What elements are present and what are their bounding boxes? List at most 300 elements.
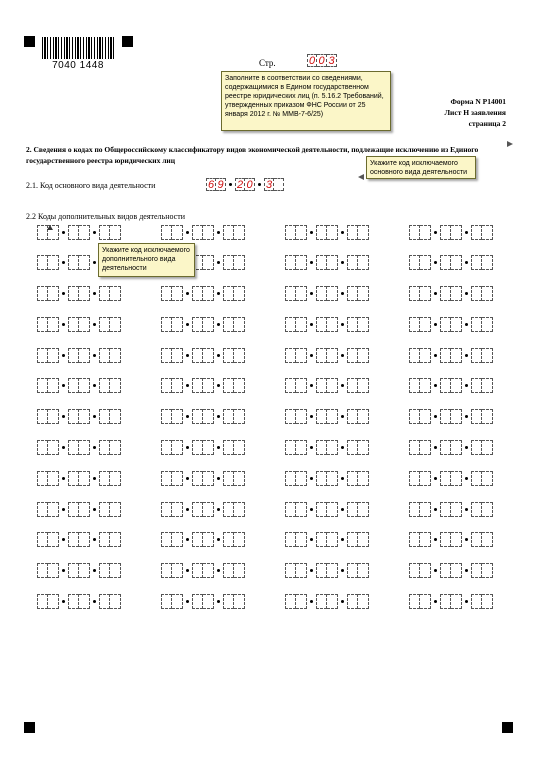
main-code-digit-cell[interactable]: 6	[207, 179, 215, 191]
additional-code-digit-cell[interactable]	[285, 440, 296, 455]
additional-code-digit-cell[interactable]	[358, 378, 369, 393]
additional-code-digit-cell[interactable]	[172, 409, 183, 424]
additional-code-digit-cell[interactable]	[37, 317, 48, 332]
additional-code-digit-cell[interactable]	[482, 255, 493, 270]
additional-code-field[interactable]	[285, 409, 409, 425]
additional-code-digit-cell[interactable]	[296, 255, 307, 270]
additional-code-digit-cell[interactable]	[37, 378, 48, 393]
additional-code-field[interactable]	[37, 501, 161, 517]
additional-code-digit-cell[interactable]	[79, 225, 90, 240]
additional-code-field[interactable]	[409, 470, 533, 486]
additional-code-digit-cell[interactable]	[192, 440, 203, 455]
additional-code-field[interactable]	[285, 563, 409, 579]
additional-code-digit-cell[interactable]	[68, 471, 79, 486]
additional-code-field[interactable]	[409, 594, 533, 610]
additional-code-digit-cell[interactable]	[482, 348, 493, 363]
additional-code-digit-cell[interactable]	[68, 594, 79, 609]
additional-code-digit-cell[interactable]	[327, 317, 338, 332]
additional-code-digit-cell[interactable]	[327, 348, 338, 363]
additional-code-digit-cell[interactable]	[110, 348, 121, 363]
additional-code-digit-cell[interactable]	[99, 286, 110, 301]
additional-code-digit-cell[interactable]	[451, 471, 462, 486]
additional-code-digit-cell[interactable]	[223, 255, 234, 270]
additional-code-digit-cell[interactable]	[161, 471, 172, 486]
additional-code-digit-cell[interactable]	[409, 471, 420, 486]
additional-code-field[interactable]	[409, 347, 533, 363]
additional-code-digit-cell[interactable]	[203, 225, 214, 240]
additional-code-digit-cell[interactable]	[296, 378, 307, 393]
additional-code-digit-cell[interactable]	[37, 409, 48, 424]
additional-code-digit-cell[interactable]	[347, 502, 358, 517]
additional-code-digit-cell[interactable]	[420, 225, 431, 240]
additional-code-field[interactable]	[409, 501, 533, 517]
additional-code-digit-cell[interactable]	[223, 317, 234, 332]
additional-code-digit-cell[interactable]	[37, 255, 48, 270]
additional-code-digit-cell[interactable]	[234, 255, 245, 270]
additional-code-field[interactable]	[37, 563, 161, 579]
additional-code-digit-cell[interactable]	[203, 255, 214, 270]
additional-code-digit-cell[interactable]	[161, 317, 172, 332]
additional-code-digit-cell[interactable]	[471, 378, 482, 393]
additional-code-field[interactable]	[409, 563, 533, 579]
additional-code-field[interactable]	[285, 440, 409, 456]
additional-code-digit-cell[interactable]	[358, 225, 369, 240]
additional-code-digit-cell[interactable]	[440, 440, 451, 455]
additional-code-digit-cell[interactable]	[37, 471, 48, 486]
additional-code-digit-cell[interactable]	[68, 255, 79, 270]
additional-code-digit-cell[interactable]	[37, 594, 48, 609]
additional-code-digit-cell[interactable]	[99, 225, 110, 240]
additional-code-field[interactable]	[161, 409, 285, 425]
additional-code-digit-cell[interactable]	[482, 563, 493, 578]
additional-code-field[interactable]	[409, 255, 533, 271]
additional-code-digit-cell[interactable]	[234, 348, 245, 363]
additional-code-digit-cell[interactable]	[327, 225, 338, 240]
additional-code-digit-cell[interactable]	[420, 594, 431, 609]
additional-code-digit-cell[interactable]	[203, 348, 214, 363]
additional-code-digit-cell[interactable]	[161, 440, 172, 455]
additional-code-digit-cell[interactable]	[358, 532, 369, 547]
additional-code-digit-cell[interactable]	[327, 471, 338, 486]
additional-code-digit-cell[interactable]	[409, 502, 420, 517]
additional-code-digit-cell[interactable]	[471, 286, 482, 301]
additional-code-digit-cell[interactable]	[440, 317, 451, 332]
additional-code-digit-cell[interactable]	[48, 594, 59, 609]
additional-code-digit-cell[interactable]	[79, 286, 90, 301]
additional-code-digit-cell[interactable]	[110, 317, 121, 332]
additional-code-digit-cell[interactable]	[347, 563, 358, 578]
additional-code-digit-cell[interactable]	[203, 502, 214, 517]
additional-code-digit-cell[interactable]	[482, 286, 493, 301]
additional-code-digit-cell[interactable]	[440, 286, 451, 301]
additional-code-digit-cell[interactable]	[79, 317, 90, 332]
additional-code-digit-cell[interactable]	[420, 471, 431, 486]
additional-code-digit-cell[interactable]	[79, 532, 90, 547]
page-digit-cell[interactable]: 0	[308, 55, 316, 67]
additional-code-digit-cell[interactable]	[203, 409, 214, 424]
additional-code-digit-cell[interactable]	[203, 317, 214, 332]
additional-code-digit-cell[interactable]	[482, 594, 493, 609]
additional-code-digit-cell[interactable]	[358, 409, 369, 424]
additional-code-digit-cell[interactable]	[99, 440, 110, 455]
additional-code-digit-cell[interactable]	[409, 563, 420, 578]
additional-code-digit-cell[interactable]	[471, 594, 482, 609]
additional-code-digit-cell[interactable]	[68, 440, 79, 455]
additional-code-digit-cell[interactable]	[420, 502, 431, 517]
additional-code-field[interactable]	[161, 224, 285, 240]
additional-code-digit-cell[interactable]	[347, 317, 358, 332]
additional-code-digit-cell[interactable]	[451, 563, 462, 578]
additional-code-digit-cell[interactable]	[285, 255, 296, 270]
additional-code-digit-cell[interactable]	[471, 532, 482, 547]
additional-code-digit-cell[interactable]	[68, 225, 79, 240]
additional-code-digit-cell[interactable]	[285, 502, 296, 517]
additional-code-digit-cell[interactable]	[296, 348, 307, 363]
additional-code-field[interactable]	[37, 409, 161, 425]
additional-code-digit-cell[interactable]	[471, 502, 482, 517]
additional-code-digit-cell[interactable]	[482, 317, 493, 332]
additional-code-digit-cell[interactable]	[68, 409, 79, 424]
additional-code-field[interactable]	[285, 470, 409, 486]
additional-code-digit-cell[interactable]	[285, 317, 296, 332]
additional-code-field[interactable]	[37, 286, 161, 302]
additional-code-digit-cell[interactable]	[99, 532, 110, 547]
additional-code-digit-cell[interactable]	[358, 563, 369, 578]
additional-code-field[interactable]	[285, 316, 409, 332]
additional-code-field[interactable]	[161, 594, 285, 610]
additional-code-digit-cell[interactable]	[203, 286, 214, 301]
additional-code-digit-cell[interactable]	[482, 225, 493, 240]
additional-code-digit-cell[interactable]	[192, 502, 203, 517]
additional-code-digit-cell[interactable]	[440, 563, 451, 578]
additional-code-digit-cell[interactable]	[234, 532, 245, 547]
additional-code-digit-cell[interactable]	[161, 378, 172, 393]
additional-code-digit-cell[interactable]	[48, 348, 59, 363]
additional-code-digit-cell[interactable]	[37, 286, 48, 301]
additional-code-digit-cell[interactable]	[110, 225, 121, 240]
additional-code-digit-cell[interactable]	[192, 532, 203, 547]
additional-code-digit-cell[interactable]	[316, 348, 327, 363]
additional-code-digit-cell[interactable]	[110, 286, 121, 301]
additional-code-digit-cell[interactable]	[223, 378, 234, 393]
additional-code-digit-cell[interactable]	[99, 594, 110, 609]
additional-code-digit-cell[interactable]	[79, 409, 90, 424]
additional-code-digit-cell[interactable]	[192, 286, 203, 301]
additional-code-digit-cell[interactable]	[420, 317, 431, 332]
additional-code-digit-cell[interactable]	[48, 563, 59, 578]
additional-code-field[interactable]	[37, 316, 161, 332]
additional-code-digit-cell[interactable]	[223, 409, 234, 424]
additional-code-digit-cell[interactable]	[223, 286, 234, 301]
additional-code-digit-cell[interactable]	[409, 378, 420, 393]
additional-code-field[interactable]	[161, 501, 285, 517]
additional-code-digit-cell[interactable]	[161, 286, 172, 301]
additional-code-digit-cell[interactable]	[440, 471, 451, 486]
additional-code-digit-cell[interactable]	[316, 502, 327, 517]
additional-code-digit-cell[interactable]	[161, 532, 172, 547]
additional-code-digit-cell[interactable]	[409, 594, 420, 609]
additional-code-digit-cell[interactable]	[99, 409, 110, 424]
additional-code-digit-cell[interactable]	[451, 286, 462, 301]
additional-code-field[interactable]	[409, 532, 533, 548]
additional-code-digit-cell[interactable]	[327, 378, 338, 393]
additional-code-digit-cell[interactable]	[79, 502, 90, 517]
additional-code-digit-cell[interactable]	[99, 348, 110, 363]
additional-code-digit-cell[interactable]	[48, 255, 59, 270]
additional-code-digit-cell[interactable]	[192, 594, 203, 609]
additional-code-field[interactable]	[285, 532, 409, 548]
additional-code-digit-cell[interactable]	[482, 532, 493, 547]
additional-code-digit-cell[interactable]	[192, 409, 203, 424]
additional-code-digit-cell[interactable]	[110, 563, 121, 578]
additional-code-digit-cell[interactable]	[48, 317, 59, 332]
additional-code-digit-cell[interactable]	[285, 286, 296, 301]
additional-code-digit-cell[interactable]	[451, 532, 462, 547]
additional-code-digit-cell[interactable]	[68, 378, 79, 393]
main-code-digit-cell[interactable]	[274, 178, 284, 191]
additional-code-digit-cell[interactable]	[327, 255, 338, 270]
additional-code-digit-cell[interactable]	[347, 594, 358, 609]
additional-code-digit-cell[interactable]	[79, 378, 90, 393]
additional-code-digit-cell[interactable]	[172, 563, 183, 578]
additional-code-digit-cell[interactable]	[285, 378, 296, 393]
additional-code-digit-cell[interactable]	[203, 440, 214, 455]
additional-code-digit-cell[interactable]	[285, 471, 296, 486]
additional-code-field[interactable]	[37, 378, 161, 394]
additional-code-digit-cell[interactable]	[358, 255, 369, 270]
additional-code-digit-cell[interactable]	[99, 317, 110, 332]
additional-code-digit-cell[interactable]	[451, 317, 462, 332]
additional-code-digit-cell[interactable]	[223, 594, 234, 609]
additional-code-digit-cell[interactable]	[234, 594, 245, 609]
additional-code-digit-cell[interactable]	[420, 255, 431, 270]
additional-code-field[interactable]	[285, 286, 409, 302]
additional-code-field[interactable]	[161, 316, 285, 332]
additional-code-digit-cell[interactable]	[440, 378, 451, 393]
additional-code-digit-cell[interactable]	[316, 563, 327, 578]
additional-code-digit-cell[interactable]	[172, 502, 183, 517]
additional-code-digit-cell[interactable]	[316, 594, 327, 609]
additional-code-digit-cell[interactable]	[68, 348, 79, 363]
additional-code-digit-cell[interactable]	[79, 255, 90, 270]
additional-code-digit-cell[interactable]	[482, 409, 493, 424]
additional-code-digit-cell[interactable]	[420, 378, 431, 393]
additional-code-digit-cell[interactable]	[296, 563, 307, 578]
additional-code-digit-cell[interactable]	[99, 378, 110, 393]
additional-code-digit-cell[interactable]	[48, 440, 59, 455]
additional-code-digit-cell[interactable]	[327, 563, 338, 578]
additional-code-digit-cell[interactable]	[234, 317, 245, 332]
additional-code-digit-cell[interactable]	[110, 440, 121, 455]
additional-code-digit-cell[interactable]	[347, 440, 358, 455]
main-code-digit-cell[interactable]: 0	[245, 178, 255, 191]
additional-code-digit-cell[interactable]	[347, 409, 358, 424]
additional-code-digit-cell[interactable]	[327, 409, 338, 424]
additional-code-field[interactable]	[37, 440, 161, 456]
additional-code-digit-cell[interactable]	[347, 471, 358, 486]
additional-code-field[interactable]	[37, 470, 161, 486]
additional-code-digit-cell[interactable]	[482, 440, 493, 455]
additional-code-digit-cell[interactable]	[347, 532, 358, 547]
additional-code-digit-cell[interactable]	[296, 286, 307, 301]
additional-code-digit-cell[interactable]	[440, 409, 451, 424]
additional-code-digit-cell[interactable]	[79, 440, 90, 455]
additional-code-digit-cell[interactable]	[285, 532, 296, 547]
additional-code-field[interactable]	[37, 532, 161, 548]
additional-code-digit-cell[interactable]	[409, 255, 420, 270]
additional-code-digit-cell[interactable]	[347, 348, 358, 363]
additional-code-digit-cell[interactable]	[451, 440, 462, 455]
additional-code-digit-cell[interactable]	[327, 440, 338, 455]
additional-code-digit-cell[interactable]	[161, 594, 172, 609]
additional-code-field[interactable]	[285, 501, 409, 517]
main-code-digit-cell[interactable]: 2	[236, 179, 244, 191]
additional-code-digit-cell[interactable]	[440, 532, 451, 547]
additional-code-digit-cell[interactable]	[316, 255, 327, 270]
additional-code-digit-cell[interactable]	[234, 286, 245, 301]
additional-code-digit-cell[interactable]	[471, 255, 482, 270]
additional-code-digit-cell[interactable]	[223, 563, 234, 578]
additional-code-digit-cell[interactable]	[451, 348, 462, 363]
additional-code-digit-cell[interactable]	[440, 348, 451, 363]
additional-code-digit-cell[interactable]	[482, 378, 493, 393]
additional-code-digit-cell[interactable]	[327, 502, 338, 517]
additional-code-digit-cell[interactable]	[285, 594, 296, 609]
additional-code-digit-cell[interactable]	[192, 225, 203, 240]
additional-code-field[interactable]	[285, 594, 409, 610]
additional-code-digit-cell[interactable]	[316, 440, 327, 455]
additional-code-field[interactable]	[409, 440, 533, 456]
page-digit-cell[interactable]: 3	[327, 54, 337, 67]
additional-code-digit-cell[interactable]	[223, 440, 234, 455]
main-code-digit-cell[interactable]: 3	[265, 179, 273, 191]
additional-code-digit-cell[interactable]	[358, 440, 369, 455]
additional-code-digit-cell[interactable]	[471, 348, 482, 363]
additional-code-digit-cell[interactable]	[79, 348, 90, 363]
additional-code-field[interactable]	[161, 378, 285, 394]
additional-code-digit-cell[interactable]	[192, 348, 203, 363]
additional-code-digit-cell[interactable]	[285, 563, 296, 578]
additional-code-digit-cell[interactable]	[172, 440, 183, 455]
additional-code-digit-cell[interactable]	[471, 409, 482, 424]
additional-code-digit-cell[interactable]	[223, 471, 234, 486]
additional-code-digit-cell[interactable]	[296, 317, 307, 332]
additional-code-digit-cell[interactable]	[234, 409, 245, 424]
additional-code-digit-cell[interactable]	[68, 532, 79, 547]
additional-code-digit-cell[interactable]	[234, 225, 245, 240]
additional-code-digit-cell[interactable]	[358, 594, 369, 609]
additional-code-digit-cell[interactable]	[203, 594, 214, 609]
additional-code-digit-cell[interactable]	[203, 563, 214, 578]
additional-code-digit-cell[interactable]	[316, 286, 327, 301]
additional-code-digit-cell[interactable]	[316, 532, 327, 547]
additional-code-field[interactable]	[161, 563, 285, 579]
additional-code-digit-cell[interactable]	[48, 502, 59, 517]
additional-code-digit-cell[interactable]	[409, 348, 420, 363]
additional-code-digit-cell[interactable]	[420, 532, 431, 547]
additional-code-digit-cell[interactable]	[172, 348, 183, 363]
additional-code-digit-cell[interactable]	[420, 409, 431, 424]
additional-code-digit-cell[interactable]	[296, 594, 307, 609]
additional-code-digit-cell[interactable]	[358, 286, 369, 301]
additional-code-digit-cell[interactable]	[110, 409, 121, 424]
additional-code-digit-cell[interactable]	[451, 502, 462, 517]
additional-code-digit-cell[interactable]	[409, 317, 420, 332]
additional-code-digit-cell[interactable]	[234, 471, 245, 486]
additional-code-digit-cell[interactable]	[471, 563, 482, 578]
additional-code-digit-cell[interactable]	[409, 440, 420, 455]
additional-code-digit-cell[interactable]	[37, 532, 48, 547]
additional-code-digit-cell[interactable]	[99, 563, 110, 578]
additional-code-digit-cell[interactable]	[358, 471, 369, 486]
additional-code-digit-cell[interactable]	[285, 409, 296, 424]
additional-code-digit-cell[interactable]	[409, 225, 420, 240]
additional-code-digit-cell[interactable]	[451, 225, 462, 240]
additional-code-digit-cell[interactable]	[223, 348, 234, 363]
additional-code-field[interactable]	[409, 224, 533, 240]
additional-code-digit-cell[interactable]	[161, 502, 172, 517]
additional-code-field[interactable]	[161, 440, 285, 456]
additional-code-digit-cell[interactable]	[172, 317, 183, 332]
additional-code-digit-cell[interactable]	[48, 409, 59, 424]
additional-code-digit-cell[interactable]	[451, 378, 462, 393]
main-activity-code-field[interactable]	[206, 178, 284, 191]
additional-code-field[interactable]	[285, 347, 409, 363]
additional-code-digit-cell[interactable]	[68, 563, 79, 578]
additional-code-digit-cell[interactable]	[68, 502, 79, 517]
additional-code-digit-cell[interactable]	[327, 286, 338, 301]
additional-code-field[interactable]	[37, 594, 161, 610]
additional-code-field[interactable]	[285, 378, 409, 394]
additional-code-digit-cell[interactable]	[234, 563, 245, 578]
additional-code-digit-cell[interactable]	[451, 255, 462, 270]
additional-code-digit-cell[interactable]	[316, 378, 327, 393]
additional-code-digit-cell[interactable]	[358, 317, 369, 332]
additional-code-field[interactable]	[161, 470, 285, 486]
additional-code-field[interactable]	[409, 378, 533, 394]
additional-code-digit-cell[interactable]	[296, 532, 307, 547]
additional-code-digit-cell[interactable]	[440, 502, 451, 517]
additional-code-digit-cell[interactable]	[409, 409, 420, 424]
additional-code-field[interactable]	[409, 316, 533, 332]
additional-code-digit-cell[interactable]	[358, 502, 369, 517]
additional-code-digit-cell[interactable]	[48, 471, 59, 486]
additional-code-digit-cell[interactable]	[110, 471, 121, 486]
additional-code-digit-cell[interactable]	[161, 409, 172, 424]
additional-code-digit-cell[interactable]	[358, 348, 369, 363]
additional-code-digit-cell[interactable]	[37, 348, 48, 363]
additional-code-digit-cell[interactable]	[451, 409, 462, 424]
additional-code-digit-cell[interactable]	[110, 594, 121, 609]
additional-code-digit-cell[interactable]	[327, 594, 338, 609]
additional-code-digit-cell[interactable]	[110, 378, 121, 393]
additional-code-field[interactable]	[285, 224, 409, 240]
additional-code-digit-cell[interactable]	[99, 502, 110, 517]
additional-code-digit-cell[interactable]	[37, 440, 48, 455]
additional-code-digit-cell[interactable]	[161, 563, 172, 578]
additional-code-digit-cell[interactable]	[192, 317, 203, 332]
additional-code-field[interactable]	[161, 286, 285, 302]
additional-code-field[interactable]	[409, 286, 533, 302]
additional-code-digit-cell[interactable]	[172, 471, 183, 486]
additional-code-digit-cell[interactable]	[203, 532, 214, 547]
additional-code-digit-cell[interactable]	[440, 255, 451, 270]
additional-code-digit-cell[interactable]	[420, 563, 431, 578]
additional-code-digit-cell[interactable]	[192, 471, 203, 486]
additional-code-digit-cell[interactable]	[296, 502, 307, 517]
page-digit-cell[interactable]: 0	[317, 54, 327, 67]
additional-code-digit-cell[interactable]	[471, 471, 482, 486]
